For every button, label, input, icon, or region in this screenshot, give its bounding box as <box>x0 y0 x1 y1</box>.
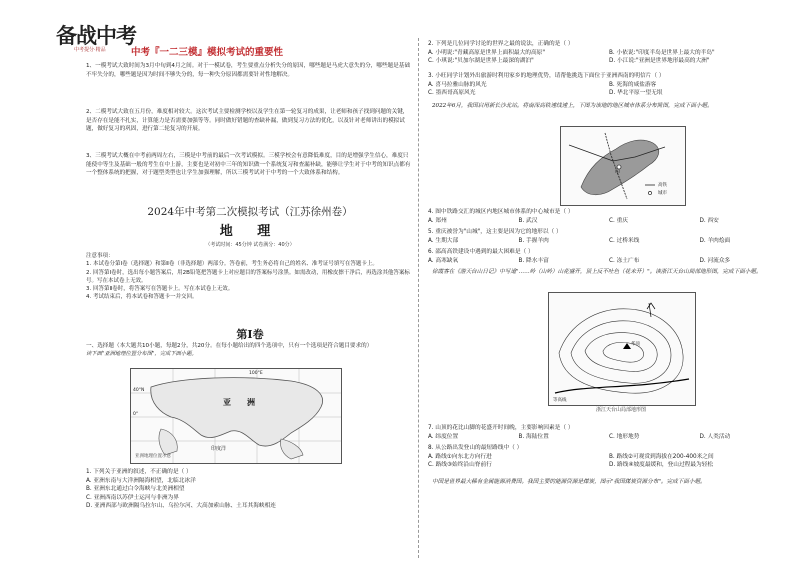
question-option: B. 小依说:"印度半岛是世界上最大的半岛" <box>609 49 715 56</box>
question-option: D. 人类活动 <box>699 433 731 440</box>
map2-legend-city: 城市 <box>658 191 667 196</box>
question-option: C. 路线③始终沿山脊前行 <box>428 462 492 469</box>
question-option: A. 纬度位置 <box>428 433 459 440</box>
column-divider <box>418 38 419 558</box>
question-5 <box>428 228 790 245</box>
peak-triangle <box>623 343 631 349</box>
question-option: B. 路线②可观赏到海拔在200-400米之间 <box>609 453 714 460</box>
map-label-lon: 100°E <box>249 371 263 376</box>
question-option: C. 冻土广布 <box>609 257 640 264</box>
map3-legend: 等高线 <box>553 398 567 403</box>
notice-item: 4. 考试结束后，将本试卷和答题卡一并交回。 <box>86 294 198 301</box>
map-label-lat: 40°N <box>133 388 145 393</box>
question-stem: 4. 图中铁路交汇的城区内地区城市体系的中心城市是（ ） <box>428 209 574 215</box>
intro-paragraph-2: 2、二模考试大致在五月份，难度相对较大。这次考试主要检测学校以及学生在第一轮复习的成果，让老师和孩子找到问题的关键，是否存在是能不扎实，计算能力是否需要加强等等。同时做好错题的查缺补漏，做到复习方法的优化，以及针对老师讲出的模拟试题，做好复习的巩固，进行第二轮复习的开展。 <box>86 109 409 133</box>
question-option: A. 高寒缺氧 <box>428 257 459 264</box>
asia-map-drawing <box>131 369 341 463</box>
option-row <box>428 433 790 442</box>
map3-caption: 浙江天台山局部地形图 <box>595 407 646 413</box>
option-row <box>428 237 790 246</box>
contour-map <box>548 292 696 406</box>
question-1 <box>86 468 412 511</box>
logo-text: 备战中考 <box>56 23 136 48</box>
map3-peak-label: 华顶 <box>631 342 640 347</box>
question-stem: 3. 小旺同学计划外出旅游时利用家乡的地理优势，请帮他挑选下面位于亚洲西南的明信片（ ） <box>428 73 665 79</box>
question-4 <box>428 208 790 225</box>
rail-map <box>560 126 686 206</box>
question-option: A. 郑州 <box>428 217 447 224</box>
intro-paragraph-1: 1、一模考试大致时间为3月中旬到4月之间。对于一模试卷，考生要重点分析失分的原因，哪些题是马虎大意失的分，哪些题是基础不牢失分的，哪些题是因为时间不够失分的，每一种失分原因都需要针对性地解决。 <box>86 63 410 78</box>
map-label-ocean: 印度洋 <box>211 446 227 452</box>
question-2 <box>428 40 790 66</box>
contour-map-drawing <box>549 293 695 405</box>
question-stem: 5. 重庆被誉为"山城"，这主要是因为它的地形以（ ） <box>428 229 562 235</box>
notice-item: 3. 回答第Ⅱ卷时，将答案写在答题卡上。写在本试卷上无效。 <box>86 286 234 293</box>
notice-item: 2. 回答第Ⅰ卷时，选出每小题答案后，用2B铅笔把答题卡上对应题目的答案标号涂黑。如需改动，用橡皮擦干净后，再选涂其他答案标号。写在本试卷上无效。 <box>86 269 410 284</box>
passage-2: 2022年6月，我国启用新长沙北站。将南深高铁速线速上，下图为该地的地区城市体系分布简图，完成下面小题。 <box>432 103 713 109</box>
exam-title: 2024年中考第二次模拟考试（江苏徐州卷） <box>147 206 353 218</box>
question-option: D. 河流众多 <box>699 257 731 264</box>
question-stem: 7. 山顶的花比山脚的花盛开时间晚，主要影响因素是（ ） <box>428 425 574 431</box>
question-option: B. 死海的咸盐游客 <box>609 81 657 88</box>
option-row <box>428 257 790 266</box>
passage-3: 徐霞客在《游天台山日记》中写道"……岭（山岭）山花盛开，顶上反不吐色（花未开）"。读浙江天台山局部地形图，完成下面小题。 <box>432 269 762 275</box>
logo-subtext: 中考提分·精品 <box>74 47 106 53</box>
question-8 <box>428 444 790 470</box>
option-row <box>428 453 790 462</box>
option-row <box>428 461 790 470</box>
question-option: C. 小琪说:"贝加尔湖是世界上最深的湖泊" <box>428 58 534 65</box>
banner-title: 中考『一二三模』模拟考试的重要性 <box>130 47 283 58</box>
question-stem: 8. 从公路出发登山的最短路线中（ ） <box>428 445 523 451</box>
question-option: B. 亚洲东北通过白令海峡与北美洲相望 <box>86 486 185 493</box>
subject-title: 地 理 <box>219 224 281 239</box>
intro-paragraph-3: 3、三模考试大概在中考前两周左右，三模是中考前的最后一次考试模拟。三模学校会有意降低难度，目的是增强学生信心，难度只能使中等生及基础一般的考生在中上游，主要也是对初中三年的知识做一个系统复习和查漏补缺，能够让学生对于中考的知识点都有一个整体系统的把握，对于题型类型也让学生加强理解，所以三模考试对于中考的一个大致体系和结构。 <box>86 153 411 177</box>
question-option: D. 西安 <box>699 217 719 224</box>
question-option: D. 华北平原一望无垠 <box>609 90 663 97</box>
map-label-equator: 0° <box>133 412 139 417</box>
question-3 <box>428 72 790 98</box>
question-stem: 2. 下列是几位同学讨论的世界之最的说法，正确的是（ ） <box>428 41 574 47</box>
option-row <box>428 49 790 58</box>
notice-block <box>86 252 412 302</box>
exam-meta: （考试时间：45分钟 试卷满分：40分） <box>205 242 295 248</box>
passage-4: 中国是世界最大稀有金属能源消费国。我国主要的能源资源是煤炭，图示"我国煤炭资源分布"。完成下面小题。 <box>432 479 706 485</box>
question-option: A. 小明说:"青藏高原是世界上面积最大的高原" <box>428 49 545 56</box>
question-option: C. 地形地势 <box>609 433 640 440</box>
map-title: 亚洲地理位置示意 <box>135 454 171 459</box>
question-option: A. 生期大部 <box>428 237 459 244</box>
notice-title: 注意事项： <box>86 253 114 259</box>
right-column <box>424 0 794 562</box>
map-label-zhou: 洲 <box>247 398 255 407</box>
question-stem: 1. 下列关于亚洲的叙述，不正确的是（ ） <box>86 469 192 475</box>
option-row <box>428 89 790 98</box>
question-option: A. 喜马拉雅山脉的风光 <box>428 81 487 88</box>
question-option: C. 亚洲西南以苏伊士运河与非洲为界 <box>86 494 179 501</box>
map-label-asia: 亚 <box>223 398 231 407</box>
section-note: 读下面"亚洲地理位置分布图"，完成下面小题。 <box>86 351 197 358</box>
option-row <box>428 81 790 90</box>
question-option: C. 重庆 <box>609 217 628 224</box>
asia-map <box>130 368 342 464</box>
map2-city-label: 甲 <box>615 170 621 176</box>
option-row <box>428 57 790 66</box>
question-option: B. 手握羊肉 <box>518 237 549 244</box>
question-option: D. 路线④坡度最缓和，登山过程最为轻松 <box>609 462 714 469</box>
question-option: D. 亚洲西部与欧洲隔乌拉尔山、乌拉尔河、大高加索山脉、土耳其海峡相连 <box>86 503 276 510</box>
question-option: C. 过桥米线 <box>609 237 640 244</box>
question-option: B. 海陆位置 <box>518 433 549 440</box>
question-7 <box>428 424 790 441</box>
section-header <box>86 342 412 359</box>
question-option: C. 墨西哥高原风光 <box>428 90 476 97</box>
notice-item: 1. 本试卷分第Ⅰ卷（选择题）和第Ⅱ卷（非选择题）两部分。答卷前，考生务必将自己的姓名、准考证号填写在答题卡上。 <box>86 261 378 268</box>
option-row <box>428 217 790 226</box>
question-option: B. 武汉 <box>518 217 538 224</box>
question-option: D. 羊肉烩面 <box>699 237 731 244</box>
section-instructions: 一、选择题（本大题共10小题，每题2分，共20分。在每小题给出的四个选项中，只有一个选项是符合题目要求的） <box>86 343 373 349</box>
question-6 <box>428 248 790 265</box>
question-option: D. 小江说:"亚洲是世界地形最高的大洲" <box>609 58 710 65</box>
volume-title: 第Ⅰ卷 <box>236 328 264 341</box>
question-option: A. 路线①向东北方向行进 <box>428 453 492 460</box>
question-option: B. 降水丰富 <box>518 257 549 264</box>
map2-legend-rail: 高铁 <box>658 183 667 188</box>
question-option: A. 亚洲东南与大洋洲隔海相望，北临北冰洋 <box>86 477 196 484</box>
question-stem: 6. 邵高高铁建设中遇到的最大困难是（ ） <box>428 249 534 255</box>
